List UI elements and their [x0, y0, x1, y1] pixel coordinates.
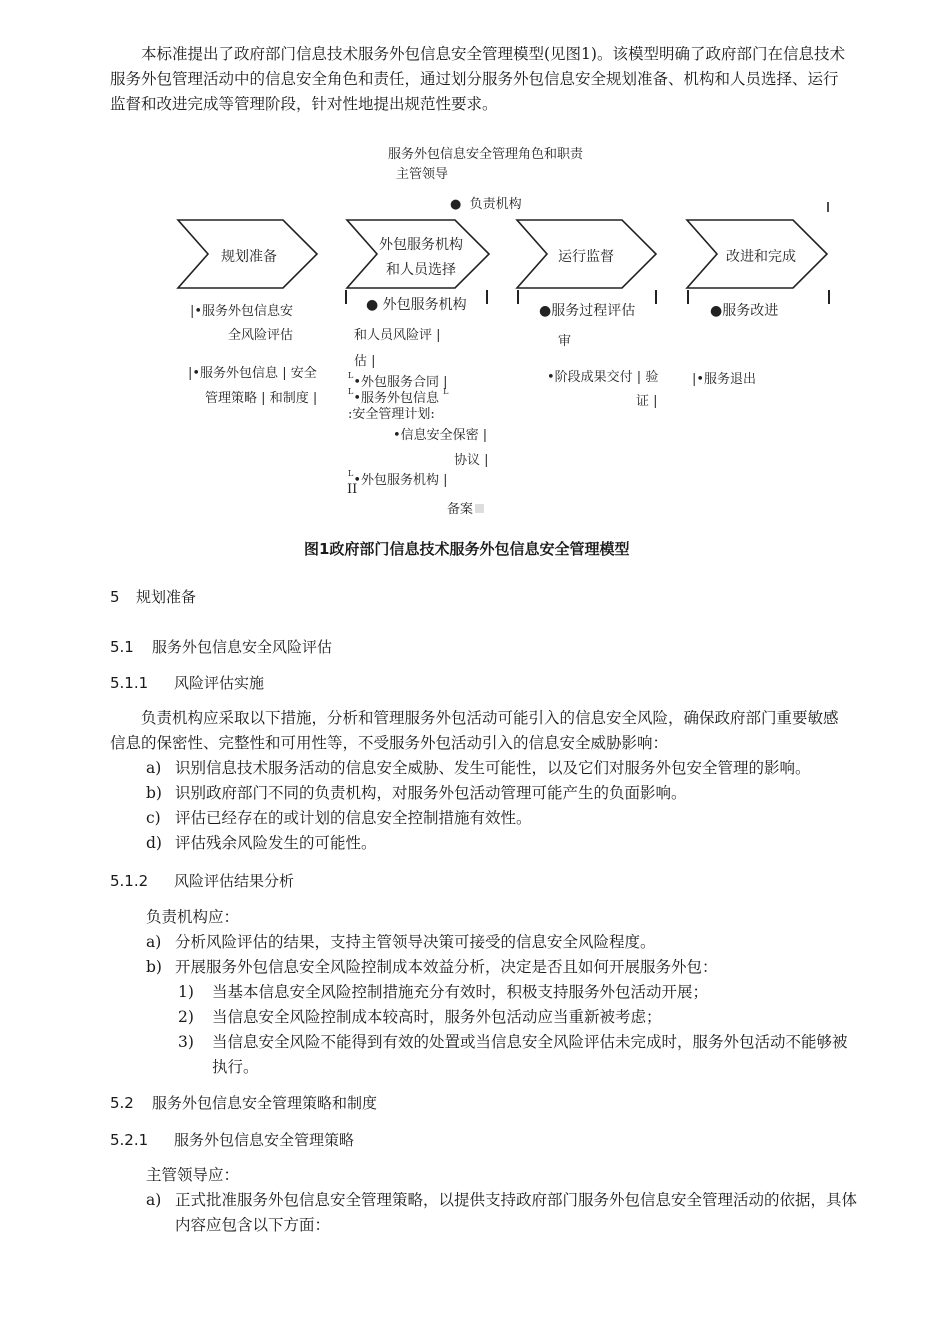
phase-arrows	[0, 210, 950, 330]
col3-line: •阶段成果交付 | 验	[547, 370, 659, 385]
list-item-label: a)	[146, 1191, 162, 1209]
bullet-icon: ●	[710, 303, 723, 319]
col2-line: $^L$•外包服务合同 |	[348, 371, 448, 390]
list-item: 评估残余风险发生的可能性。	[175, 834, 377, 852]
col1-item1: |•服务外包信息安	[190, 304, 294, 319]
figure-title: 服务外包信息安全管理角色和职责	[388, 147, 584, 162]
list-item-label: 2)	[178, 1008, 194, 1026]
paragraph-5-2-1: 主管领导应：	[146, 1166, 240, 1184]
col1-item2: |•服务外包信息 | 安全	[188, 366, 317, 381]
list-item-label: 3)	[178, 1033, 194, 1051]
col2-line: 协议 |	[454, 453, 489, 468]
list-item-label: 1)	[178, 983, 194, 1001]
marker-bar	[486, 290, 488, 304]
col3-line: 证 |	[636, 394, 658, 409]
col2-line: •信息安全保密 |	[393, 428, 488, 443]
marker-bar	[828, 290, 830, 304]
heading-5: 5 规划准备	[110, 588, 197, 606]
intro-paragraph: 本标准提出了政府部门信息技术服务外包信息安全管理模型(见图1)。该模型明确了政府部门在信息技术服务外包管理活动中的信息安全角色和责任，通过划分服务外包信息安全规划准备、机构和人员选择、运行监督和改进完成等管理阶段，针对性地提出规范性要求。	[110, 45, 845, 113]
list-item: 分析风险评估的结果，支持主管领导决策可接受的信息安全风险程度。	[175, 933, 656, 951]
heading-5-2: 5.2 服务外包信息安全管理策略和制度	[110, 1094, 378, 1112]
col1-item1-line2: 全风险评估	[228, 328, 294, 343]
phase-label-2: 外包服务机构 和人员选择	[379, 237, 463, 278]
list-item: 当信息安全风险控制成本较高时，服务外包活动应当重新被考虑；	[212, 1008, 662, 1026]
list-item-label: d)	[146, 834, 162, 852]
heading-5-1: 5.1 服务外包信息安全风险评估	[110, 638, 333, 656]
paragraph-5-1-1: 负责机构应采取以下措施，分析和管理服务外包活动可能引入的信息安全风险，确保政府部门重要敏感信息的保密性、完整性和可用性等，不受服务外包活动引入的信息安全威胁影响：	[110, 709, 839, 752]
list-item: 当信息安全风险不能得到有效的处置或当信息安全风险评估未完成时，服务外包活动不能够被执行。	[212, 1033, 848, 1076]
col4-head: ●服务改进	[710, 303, 779, 319]
list-item: 评估已经存在的或计划的信息安全控制措施有效性。	[175, 809, 532, 827]
phase-label-4: 改进和完成	[726, 249, 796, 265]
col4-line: |•服务退出	[692, 372, 757, 387]
list-item-label: b)	[146, 958, 162, 976]
col2-head: ● 外包服务机构	[366, 297, 467, 313]
marker-bar	[517, 290, 519, 304]
phase-label-1: 规划准备	[221, 249, 277, 265]
figure-caption: 图1政府部门信息技术服务外包信息安全管理模型	[304, 540, 630, 558]
bullet-icon: ●	[366, 297, 379, 313]
col2-line: 备案	[447, 498, 484, 517]
heading-5-1-2: 5.1.2 风险评估结果分析	[110, 872, 295, 890]
heading-5-2-1: 5.2.1 服务外包信息安全管理策略	[110, 1131, 355, 1149]
list-item: 识别政府部门不同的负责机构，对服务外包活动管理可能产生的负面影响。	[175, 784, 687, 802]
list-item: 正式批准服务外包信息安全管理策略，以提供支持政府部门服务外包信息安全管理活动的依据，具体内容应包含以下方面：	[175, 1191, 858, 1234]
col2-line: $^L$•外包服务机构 |	[348, 469, 448, 488]
col2-line: $^L$•服务外包信息 $^L$	[348, 387, 449, 406]
col2-line: :安全管理计划:	[348, 407, 435, 422]
col1-item2-line2: 管理策略 | 和制度 |	[205, 391, 318, 406]
col2-line: 估 |	[354, 354, 376, 369]
list-item-label: a)	[146, 933, 162, 951]
col2-line: II	[347, 482, 358, 497]
bullet-icon: ●	[539, 303, 552, 319]
col3-head: ●服务过程评估	[539, 303, 636, 319]
marker-bar	[345, 290, 347, 304]
role-main-label: ● 负责机构	[450, 197, 522, 212]
paragraph-5-1-2: 负责机构应：	[146, 908, 240, 926]
col3-line: 审	[558, 334, 572, 349]
list-item: 识别信息技术服务活动的信息安全威胁、发生可能性，以及它们对服务外包安全管理的影响。	[175, 759, 811, 777]
role-top-label: 主管领导	[396, 167, 449, 182]
marker-bar	[655, 290, 657, 304]
list-item-label: c)	[146, 809, 161, 827]
list-item: 开展服务外包信息安全风险控制成本效益分析，决定是否且如何开展服务外包：	[175, 958, 718, 976]
list-item: 当基本信息安全风险控制措施充分有效时，积极支持服务外包活动开展；	[212, 983, 709, 1001]
list-item-label: a)	[146, 759, 162, 777]
heading-5-1-1: 5.1.1 风险评估实施	[110, 674, 265, 692]
list-item-label: b)	[146, 784, 162, 802]
marker-bar	[687, 290, 689, 304]
col2-line: 和人员风险评 |	[354, 328, 441, 343]
bullet-icon: ●	[450, 197, 462, 212]
phase-label-3: 运行监督	[558, 249, 614, 265]
